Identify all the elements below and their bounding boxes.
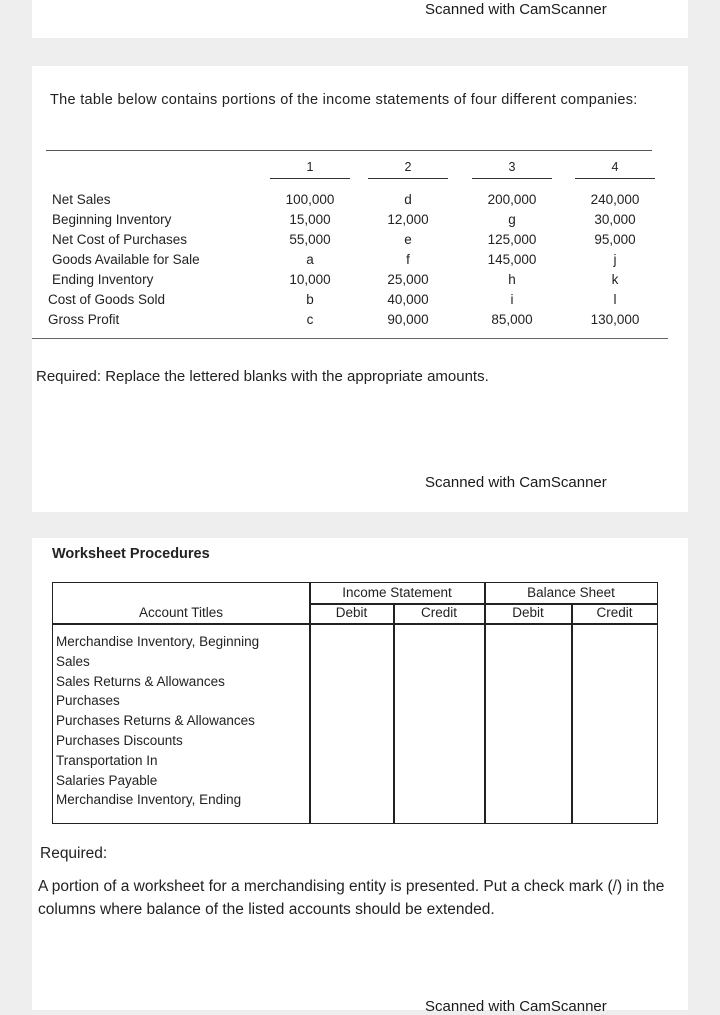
account-title: Transportation In <box>56 752 158 768</box>
row-label: Net Cost of Purchases <box>52 232 188 247</box>
table-cell: 55,000 <box>289 232 331 247</box>
table-cell: b <box>306 292 314 307</box>
table-cell: 95,000 <box>594 232 636 247</box>
col-head-1: 1 <box>306 160 314 174</box>
header-account-titles: Account Titles <box>138 605 224 620</box>
col-line-3 <box>472 178 552 179</box>
account-title: Purchases <box>56 693 120 709</box>
col-divider <box>571 603 573 823</box>
table-cell: 125,000 <box>487 232 537 247</box>
col-head-4: 4 <box>611 160 619 174</box>
row-label: Goods Available for Sale <box>52 252 200 267</box>
header-is-debit: Debit <box>335 605 368 620</box>
scan-label: Scanned with CamScanner <box>425 1 607 18</box>
table-cell: 100,000 <box>285 192 335 207</box>
row-label: Ending Inventory <box>52 272 154 287</box>
intro-text: The table below contains portions of the income statements of four different companies: <box>50 92 638 108</box>
required-part2-heading: Required: <box>40 845 108 862</box>
worksheet-title: Worksheet Procedures <box>52 546 210 562</box>
col-head-3: 3 <box>508 160 516 174</box>
table-cell: 12,000 <box>387 212 429 227</box>
table-cell: 10,000 <box>289 272 331 287</box>
col-head-2: 2 <box>404 160 412 174</box>
scan-label: Scanned with CamScanner <box>425 998 607 1015</box>
header-income-statement: Income Statement <box>342 585 452 600</box>
account-title: Sales <box>56 653 90 669</box>
col-divider <box>393 603 395 823</box>
table-bottom-rule <box>32 338 668 339</box>
table-cell: 240,000 <box>590 192 640 207</box>
account-title: Salaries Payable <box>56 772 158 788</box>
table-cell: f <box>406 252 410 267</box>
header-balance-sheet: Balance Sheet <box>527 585 615 600</box>
required-part2-text: A portion of a worksheet for a merchandising entity is presented. Put a check mark (/) in the columns where balance of the listed accounts should be extended. <box>38 878 665 918</box>
header-bs-debit: Debit <box>512 605 544 620</box>
col-line-2 <box>368 178 448 179</box>
scan-label: Scanned with CamScanner <box>425 474 607 491</box>
table-cell: 130,000 <box>590 312 640 327</box>
table-cell: h <box>508 272 516 287</box>
table-cell: 145,000 <box>487 252 537 267</box>
table-cell: a <box>306 252 314 267</box>
worksheet-table <box>52 582 658 824</box>
account-title: Merchandise Inventory, Ending <box>56 792 242 808</box>
table-cell: c <box>306 312 314 327</box>
table-cell: i <box>510 292 514 307</box>
table-cell: 15,000 <box>289 212 331 227</box>
row-label: Net Sales <box>52 192 111 207</box>
page-income-statements <box>32 66 688 512</box>
col-line-4 <box>575 178 655 179</box>
account-title: Merchandise Inventory, Beginning <box>56 634 260 649</box>
page-top-strip <box>32 0 688 38</box>
required-part1: Required: Replace the lettered blanks with the appropriate amounts. <box>36 368 489 385</box>
table-top-rule <box>46 150 652 151</box>
table-cell: g <box>508 212 516 227</box>
table-cell: 85,000 <box>491 312 533 327</box>
table-cell: l <box>613 292 617 307</box>
table-cell: 25,000 <box>387 272 429 287</box>
account-title: Sales Returns & Allowances <box>56 673 225 689</box>
table-cell: 200,000 <box>487 192 537 207</box>
col-line-1 <box>270 178 350 179</box>
header-is-credit: Credit <box>420 605 457 620</box>
table-cell: e <box>404 232 412 247</box>
table-cell: j <box>613 252 617 267</box>
header-bs-credit: Credit <box>596 605 633 620</box>
table-cell: d <box>404 192 412 207</box>
table-cell: 40,000 <box>387 292 429 307</box>
header-bottom <box>53 623 657 625</box>
row-label: Cost of Goods Sold <box>48 292 166 307</box>
table-cell: 30,000 <box>594 212 636 227</box>
row-label: Beginning Inventory <box>52 212 172 227</box>
table-cell: k <box>611 272 619 287</box>
account-title: Purchases Returns & Allowances <box>56 713 255 729</box>
row-label: Gross Profit <box>48 312 120 327</box>
table-cell: 90,000 <box>387 312 429 327</box>
page-worksheet <box>32 538 688 1015</box>
account-title: Purchases Discounts <box>56 733 183 748</box>
